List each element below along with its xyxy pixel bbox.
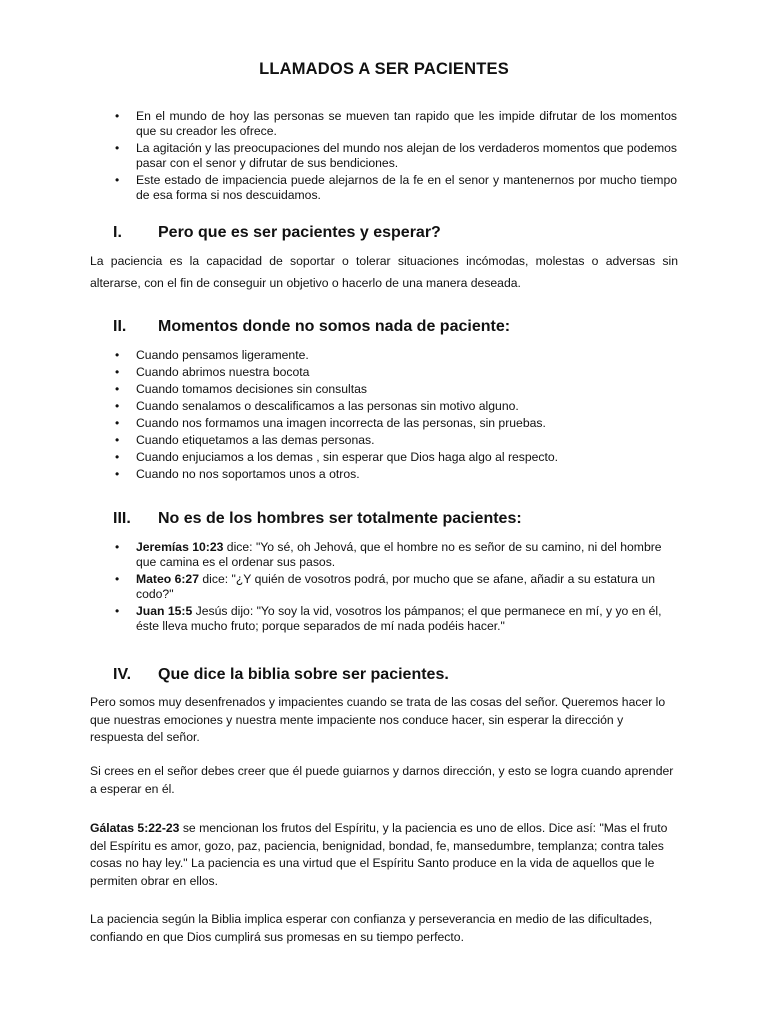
section-title: Pero que es ser pacientes y esperar?: [158, 224, 441, 241]
bullet-icon: •: [115, 604, 120, 618]
verse-text: dice: "¿Y quién de vosotros podrá, por mucho que se afane, añadir a su estatura un codo?": [136, 572, 656, 601]
verse-text: dice: "Yo sé, oh Jehová, que el hombre no es señor de su camino, ni del hombre que camina es el ordenar sus pasos.: [136, 540, 662, 569]
body-paragraph: Si crees en el señor debes creer que él puede guiarnos y darnos dirección, y esto se logra cuando aprender a esperar en él.: [90, 764, 674, 796]
bullet-icon: •: [115, 382, 120, 396]
section-title: Momentos donde no somos nada de paciente:: [158, 318, 511, 335]
definition-paragraph: La paciencia es la capacidad de soportar o tolerar situaciones incómodas, molestas o adversas sin alterarse, con el fin de conseguir un objetivo o hacerlo de una manera deseada.: [90, 254, 678, 290]
section-heading-1: [113, 224, 441, 242]
verse-reference: Mateo 6:27: [136, 572, 199, 586]
list-item: • Cuando etiquetamos a las demas personas.: [115, 433, 375, 447]
list-item: • Cuando abrimos nuestra bocota: [115, 365, 310, 379]
verse-reference: Juan 15:5: [136, 604, 193, 618]
section-title: Que dice la biblia sobre ser pacientes.: [158, 666, 449, 683]
bullet-icon: •: [115, 572, 120, 586]
list-item: • Cuando senalamos o descalificamos a las personas sin motivo alguno.: [115, 399, 519, 413]
intro-bullet: • En el mundo de hoy las personas se mueven tan rapido que les impide difrutar de los momentos que su creador les ofrece.: [115, 109, 677, 138]
intro-bullet-list: [115, 109, 677, 205]
bullet-icon: •: [115, 450, 120, 464]
bullet-icon: •: [115, 365, 120, 379]
section-number: III.: [113, 510, 131, 527]
section-heading-2: [113, 318, 510, 336]
verse-text: Jesús dijo: "Yo soy la vid, vosotros los pámpanos; el que permanece en mí, y yo en él, éste lleva mucho fruto; porque separados de mí nada podéis hacer.": [136, 604, 662, 633]
closing-paragraph: La paciencia según la Biblia implica esperar con confianza y perseverancia en medio de las dificultades, confiando en que Dios cumplirá sus promesas en su tiempo perfecto.: [90, 912, 653, 944]
verse-reference: Gálatas 5:22-23: [90, 821, 180, 835]
galatas-paragraph: [90, 820, 678, 890]
intro-bullet: • Este estado de impaciencia puede alejarnos de la fe en el senor y mantenernos por mucho tiempo de esa forma si nos descuidamos.: [115, 173, 677, 202]
list-item: • Cuando enjuciamos a los demas , sin esperar que Dios haga algo al respecto.: [115, 450, 559, 464]
bullet-icon: •: [115, 467, 120, 481]
list-item: • Cuando no nos soportamos unos a otros.: [115, 467, 360, 481]
bullet-icon: •: [115, 433, 120, 447]
list-item: • Cuando pensamos ligeramente.: [115, 348, 309, 362]
section-heading-3: [113, 510, 522, 528]
bullet-icon: •: [115, 540, 120, 554]
section-number: I.: [113, 224, 122, 241]
list-item: • Cuando nos formamos una imagen incorrecta de las personas, sin pruebas.: [115, 416, 546, 430]
section-number: IV.: [113, 666, 132, 683]
body-paragraph: Pero somos muy desenfrenados y impacientes cuando se trata de las cosas del señor. Queremos hacer lo que nuestras emociones y nuestra mente impaciente nos conduce hacer, sin esperar la dirección y respuesta del señor.: [90, 695, 666, 744]
section-title: No es de los hombres ser totalmente pacientes:: [158, 510, 522, 527]
verse-list: [115, 540, 677, 636]
bullet-icon: •: [115, 173, 120, 187]
section-heading-4: [113, 666, 449, 684]
bullet-icon: •: [115, 109, 120, 123]
list-item: • Cuando tomamos decisiones sin consultas: [115, 382, 368, 396]
verse-item: [115, 604, 677, 634]
bullet-icon: •: [115, 348, 120, 362]
section-number: II.: [113, 318, 127, 335]
verse-text: se mencionan los frutos del Espíritu, y la paciencia es uno de ellos. Dice así: "Mas el fruto del Espíritu es amor, gozo, paz, paciencia, benignidad, bondad, fe, mansedumbre, templanza; contra tales cosas no hay ley." La paciencia es una virtud que el Espíritu Santo produce en la vida de aquellos que le permiten obrar en ellos.: [90, 821, 668, 888]
bullet-icon: •: [115, 416, 120, 430]
moments-list: [115, 348, 677, 484]
verse-item: [115, 540, 677, 570]
verse-item: [115, 572, 677, 602]
bullet-icon: •: [115, 141, 120, 155]
verse-reference: Jeremías 10:23: [136, 540, 224, 554]
intro-bullet: • La agitación y las preocupaciones del mundo nos alejan de los verdaderos momentos que podemos pasar con el senor y difrutar de sus bendiciones.: [115, 141, 677, 170]
bullet-icon: •: [115, 399, 120, 413]
document-title: LLAMADOS A SER PACIENTES: [259, 60, 509, 78]
